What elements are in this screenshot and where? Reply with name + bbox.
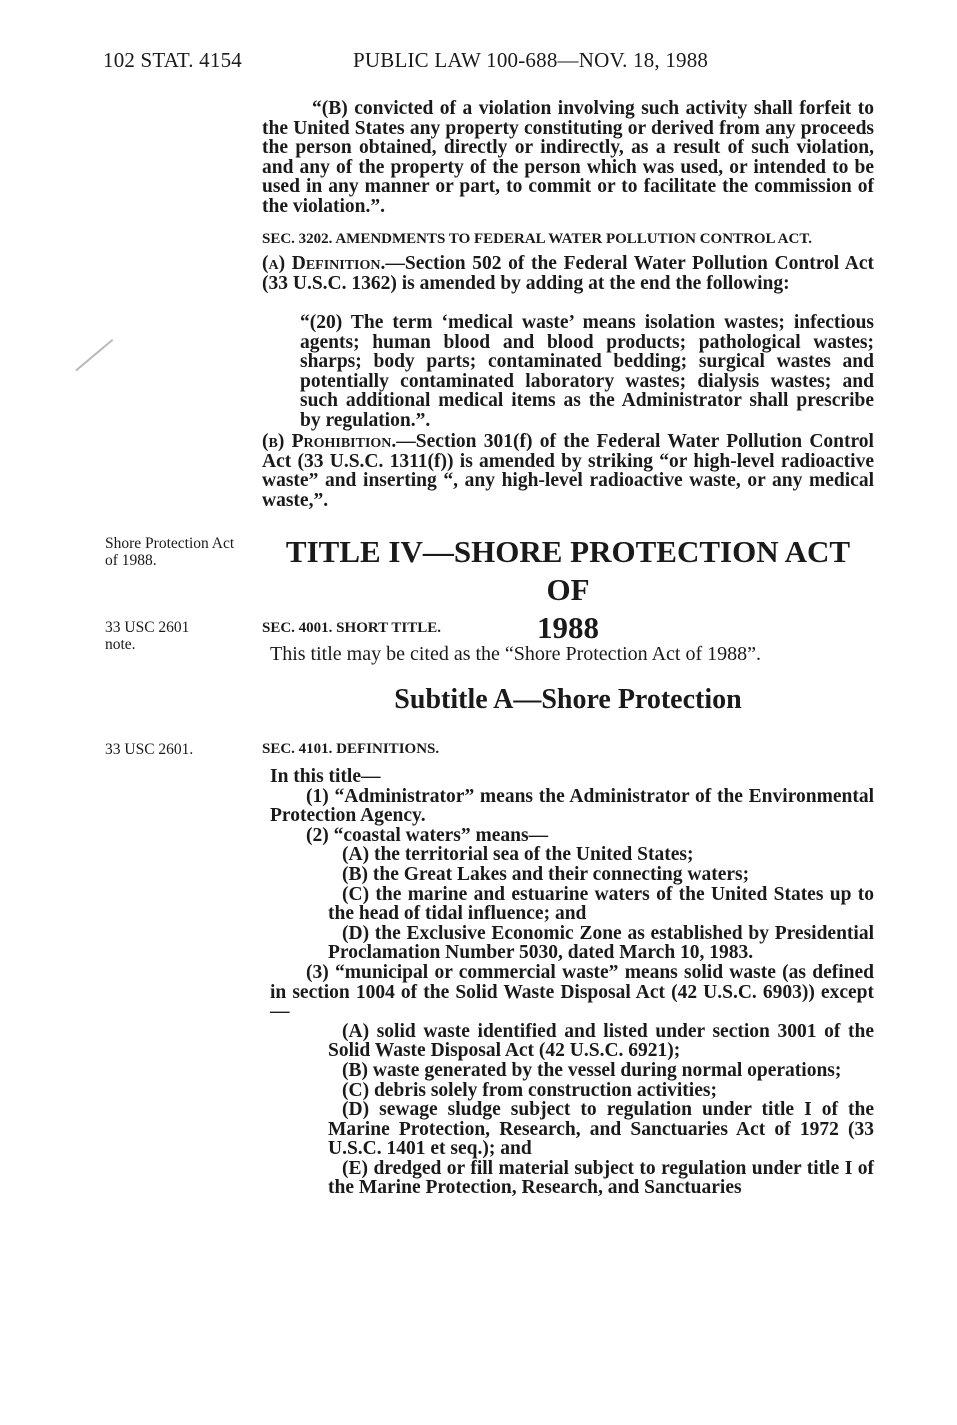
sec-4101-heading: SEC. 4101. DEFINITIONS.: [262, 741, 440, 757]
sec-3202-a-text: —Section 502 of the Federal Water Pollution Control Act (33 U.S.C. 1362) is amended by adding at the end the following:: [262, 253, 874, 294]
sec-4001-heading: SEC. 4001. SHORT TITLE.: [262, 620, 441, 636]
title-iv-line2: 1988: [537, 610, 599, 645]
title-iv-line1: TITLE IV—SHORE PROTECTION ACT OF: [285, 534, 851, 607]
def-2d: (D) the Exclusive Economic Zone as established by Presidential Proclamation Number 5030, dated March 10, 1983.: [328, 922, 874, 964]
margin-note-usc-2601-note: 33 USC 2601 note.: [105, 619, 190, 653]
def-3c: (C) debris solely from construction activities;: [342, 1079, 717, 1101]
stray-pen-mark: [75, 339, 113, 371]
sec-4001-text: This title may be cited as the “Shore Protection Act of 1988”.: [270, 643, 761, 665]
sec-3202-heading: SEC. 3202. AMENDMENTS TO FEDERAL WATER POLLUTION CONTROL ACT.: [262, 231, 812, 247]
definition-20-text: “(20) The term ‘medical waste’ means isolation wastes; infectious agents; human blood and blood products; pathological wastes; sharps; body parts; contaminated bedding; surgical wastes and potentially contaminated laboratory wastes; dialysis wastes; and such additional medical items as the Administrator shall prescribe by regulation.”.: [300, 312, 874, 431]
margin-note-shore-protection: Shore Protection Act of 1988.: [105, 535, 235, 569]
sec-3202: [262, 231, 874, 248]
margin-note-usc-2601: 33 USC 2601.: [105, 741, 194, 758]
def-2-coastal-waters: (2) “coastal waters” means—: [306, 824, 549, 846]
sec-4101: [262, 741, 874, 758]
sec-3202-b-paragraph: [262, 432, 874, 510]
clause-b-block: [262, 99, 874, 217]
def-1-administrator: (1) “Administrator” means the Administrator of the Environmental Protection Agency.: [270, 785, 874, 827]
def-2a: (A) the territorial sea of the United States;: [342, 844, 694, 866]
sec-3202-b-label: (b) Prohibition.: [262, 431, 397, 452]
sec-3202-a: [262, 254, 874, 293]
public-law-header: PUBLIC LAW 100-688—NOV. 18, 1988: [353, 48, 709, 72]
def-2c: (C) the marine and estuarine waters of the United States up to the head of tidal influence; and: [328, 883, 874, 925]
page-stat-citation: 102 STAT. 4154: [103, 48, 242, 72]
def-3a: (A) solid waste identified and listed under section 3001 of the Solid Waste Disposal Act (42 U.S.C. 6921);: [328, 1020, 874, 1062]
def-3d: (D) sewage sludge subject to regulation under title I of the Marine Protection, Research, and Sanctuaries Act of 1972 (33 U.S.C. 1401 et seq.); and: [328, 1099, 874, 1160]
sec-4001-body: [262, 645, 874, 665]
def-2b: (B) the Great Lakes and their connecting waters;: [342, 863, 750, 885]
sec-3202-a-label: (a) Definition.: [262, 253, 386, 274]
subtitle-a-heading: Subtitle A—Shore Protection: [394, 684, 742, 715]
definition-20-block: [262, 313, 874, 431]
sec-4101-intro: In this title—: [270, 766, 381, 787]
def-3b: (B) waste generated by the vessel during normal operations;: [342, 1059, 842, 1081]
sec-4001: [262, 620, 874, 637]
def-3e: (E) dredged or fill material subject to regulation under title I of the Marine Protection, Research, and Sanctuaries: [328, 1157, 874, 1199]
def-3-municipal-waste: (3) “municipal or commercial waste” means solid waste (as defined in section 1004 of the Solid Waste Disposal Act (42 U.S.C. 6903)) except—: [270, 961, 874, 1023]
sec-3202-b-text: —Section 301(f) of the Federal Water Pollution Control Act (33 U.S.C. 1311(f)) is amended by striking “or high-level radioactive waste” and inserting “, any high-level radioactive waste, or any medical waste,”.: [262, 431, 874, 511]
sec-3202-a-paragraph: [262, 254, 874, 293]
clause-b-text: “(B) convicted of a violation involving such activity shall forfeit to the United States any property constituting or derived from any proceeds the person obtained, directly or indirectly, as a result of such violation, and any of the property of the person which was used, or intended to be used in any manner or part, to commit or to facilitate the commission of the violation.”.: [262, 98, 874, 217]
sec-3202-b: [262, 432, 874, 510]
sec-4101-body: [262, 767, 874, 1198]
